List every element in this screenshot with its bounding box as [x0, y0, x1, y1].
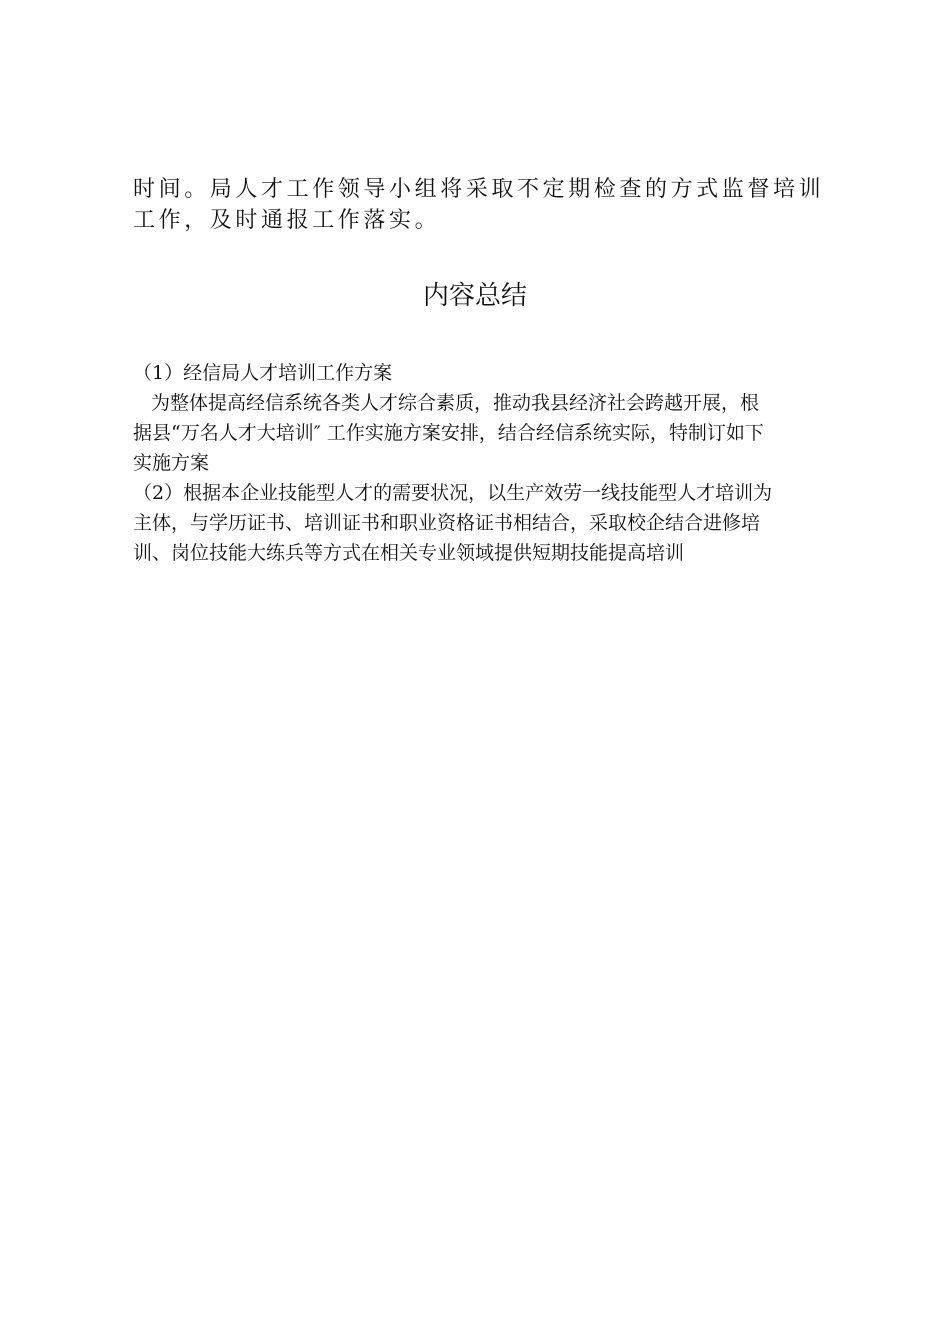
summary-item-2-line: 训、岗位技能大练兵等方式在相关专业领域提供短期技能提高培训 — [133, 542, 685, 564]
summary-item-1-heading: （1）经信局人才培训工作方案 — [133, 362, 393, 384]
intro-line: 时间。局人才工作领导小组将采取不定期检查的方式监督培训 — [133, 177, 825, 202]
summary-title: 内容总结 — [422, 281, 527, 311]
intro-line: 工作，及时通报工作落实。 — [133, 208, 441, 233]
summary-item-2-line: （2）根据本企业技能型人才的需要状况，以生产效劳一线技能型人才培训为 — [133, 482, 773, 504]
summary-item-1-line: 据县“万名人才大培训″ 工作实施方案安排，结合经信系统实际，特制订如下 — [133, 422, 764, 444]
summary-item-2-line: 主体，与学历证书、培训证书和职业资格证书相结合，采取校企结合进修培 — [133, 512, 761, 534]
summary-body — [133, 358, 833, 568]
summary-item-1-line: 为整体提高经信系统各类人才综合素质，推动我县经济社会跨越开展，根 — [151, 392, 760, 414]
intro-paragraph — [133, 174, 833, 236]
summary-item-1-line: 实施方案 — [133, 452, 210, 474]
